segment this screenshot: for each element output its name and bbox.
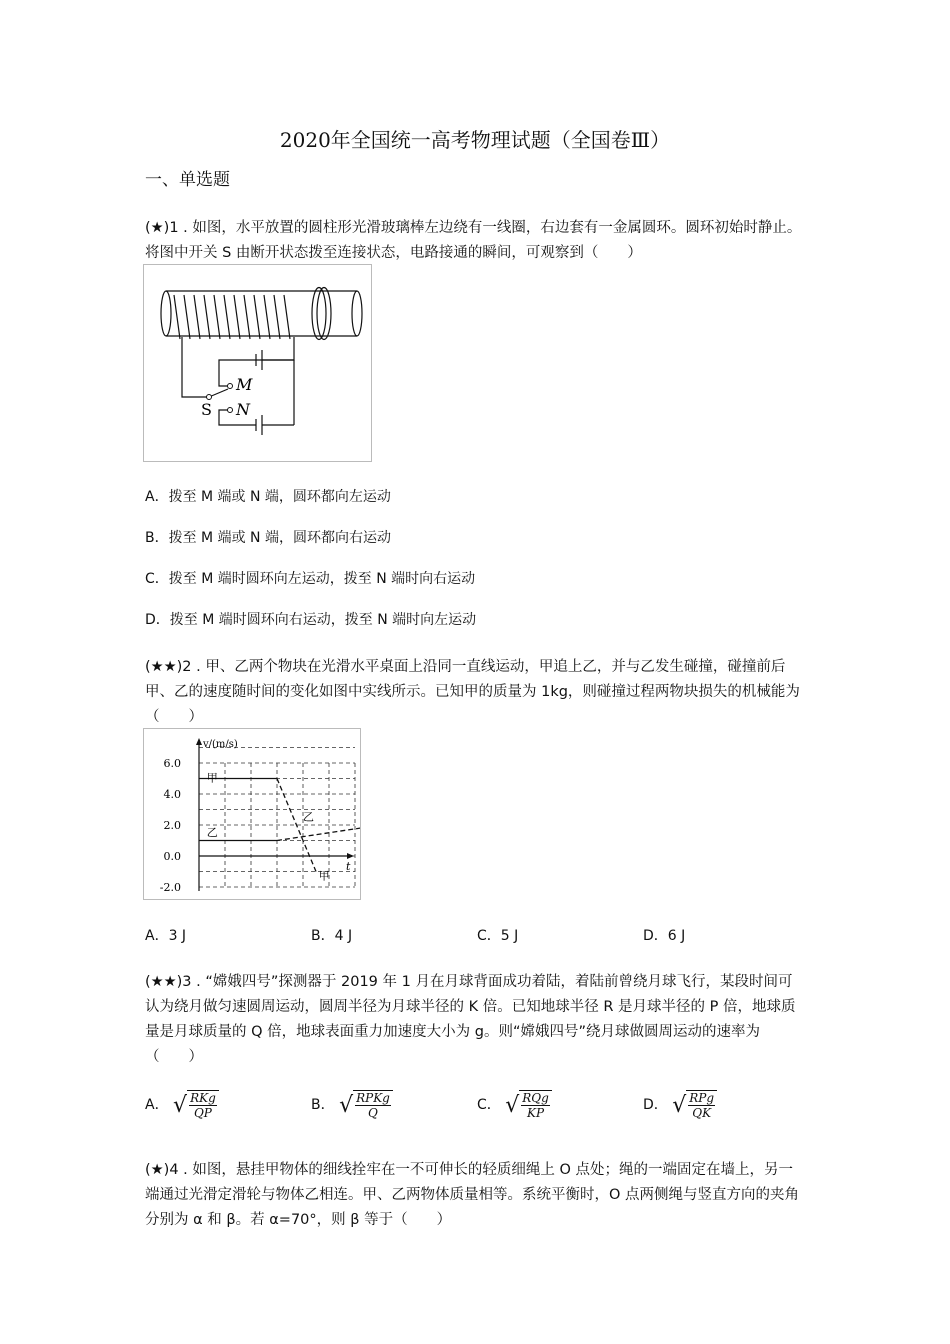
q3-option-c-formula: √ RQg KP (505, 1090, 552, 1120)
section-heading: 一、单选题 (145, 170, 230, 190)
q3-option-b[interactable] (311, 1090, 393, 1120)
series-label-yi: 乙 (206, 825, 218, 839)
y-tick-label: 2.0 (163, 819, 181, 832)
q1-option-a[interactable]: A．拨至 M 端或 N 端，圆环都向左运动 (145, 489, 391, 505)
question-1-text: (★)1 . 如图，水平放置的圆柱形光滑玻璃棒左边绕有一线圈，右边套有一金属圆环。圆环初始时静止。将图中开关 S 由断开状态拨至连接状态，电路接通的瞬间，可观察到（ ） (145, 220, 802, 261)
q2-option-a[interactable]: A．3 J (145, 928, 187, 944)
coil-circuit-diagram (144, 265, 371, 461)
q3-option-a-label: A． (145, 1097, 169, 1113)
question-2-text: (★★)2 . 甲、乙两个物块在光滑水平桌面上沿同一直线运动，甲追上乙，并与乙发生碰撞，碰撞前后甲、乙的速度随时间的变化如图中实线所示。已知甲的质量为 1kg，则碰撞过程两物块损失的机械能为（ ） (145, 659, 800, 725)
q3-option-d-formula: √ RPg QK (672, 1090, 717, 1120)
q3-option-c[interactable] (477, 1090, 552, 1120)
question-1-figure (143, 264, 372, 462)
label-m: M (236, 375, 253, 394)
denominator: KP (527, 1106, 545, 1120)
q3-option-d[interactable] (643, 1090, 717, 1120)
y-axis-arrow (196, 738, 202, 745)
denominator: QK (692, 1106, 712, 1120)
question-2-figure (143, 728, 361, 900)
label-n: N (236, 400, 250, 419)
q2-option-c[interactable]: C．5 J (477, 928, 519, 944)
question-4-text: (★)4 . 如图，悬挂甲物体的细线拴牢在一不可伸长的轻质细绳上 O 点处；绳的一端固定在墙上，另一端通过光滑定滑轮与物体乙相连。甲、乙两物体质量相等。系统平衡时，O 点两侧绳与竖直方向的夹角分别为 α 和 β。若 α=70°，则 β 等于（ ） (145, 1162, 800, 1228)
velocity-time-chart (144, 729, 360, 899)
denominator: QP (193, 1106, 212, 1120)
x-axis-arrow (347, 853, 354, 859)
numerator: RKg (190, 1091, 216, 1105)
y-tick-label: 6.0 (163, 757, 181, 770)
series-label-yi-after: 乙 (303, 810, 314, 824)
page-title: 2020年全国统一高考物理试题（全国卷Ⅲ） (279, 128, 671, 152)
y-tick-label: 0.0 (163, 850, 181, 863)
numerator: RQg (522, 1091, 549, 1105)
series-jia-after (277, 779, 316, 872)
numerator: RPKg (356, 1091, 390, 1105)
q1-option-b[interactable]: B．拨至 M 端或 N 端，圆环都向右运动 (145, 530, 391, 546)
y-axis-label: v/(m/s) (203, 739, 238, 750)
q3-option-b-label: B． (311, 1097, 335, 1113)
q2-option-b[interactable]: B．4 J (311, 928, 353, 944)
series-label-jia-after: 甲 (318, 869, 330, 883)
q3-option-a[interactable] (145, 1090, 219, 1120)
series-label-jia: 甲 (206, 771, 218, 785)
numerator: RPg (689, 1091, 715, 1105)
x-axis-label: t (346, 860, 351, 873)
q3-option-c-label: C． (477, 1097, 501, 1113)
y-tick-label: -2.0 (159, 881, 181, 894)
q2-option-d[interactable]: D．6 J (643, 928, 686, 944)
q1-option-d[interactable]: D．拨至 M 端时圆环向右运动，拨至 N 端时向左运动 (145, 612, 477, 628)
question-3-text: (★★)3 . “嫦娥四号”探测器于 2019 年 1 月在月球背面成功着陆，着陆前曾绕月球飞行，某段时间可认为绕月做匀速圆周运动，圆周半径为月球半径的 K 倍。已知地球半径 R 是月球半径的 P 倍，地球质量是月球质量的 Q 倍，地球表面重力加速度大小为 g。则“嫦娥四号”绕月球做圆周运动的速率为（ ） (145, 974, 796, 1065)
label-s: S (201, 400, 212, 419)
q3-option-b-formula: √ RPKg Q (339, 1090, 393, 1120)
q3-option-a-formula: √ RKg QP (173, 1090, 219, 1120)
q1-option-c[interactable]: C．拨至 M 端时圆环向左运动，拨至 N 端时向右运动 (145, 571, 476, 587)
y-tick-label: 4.0 (163, 788, 181, 801)
series-yi-after (277, 825, 360, 841)
denominator: Q (368, 1106, 378, 1120)
q3-option-d-label: D． (643, 1097, 668, 1113)
